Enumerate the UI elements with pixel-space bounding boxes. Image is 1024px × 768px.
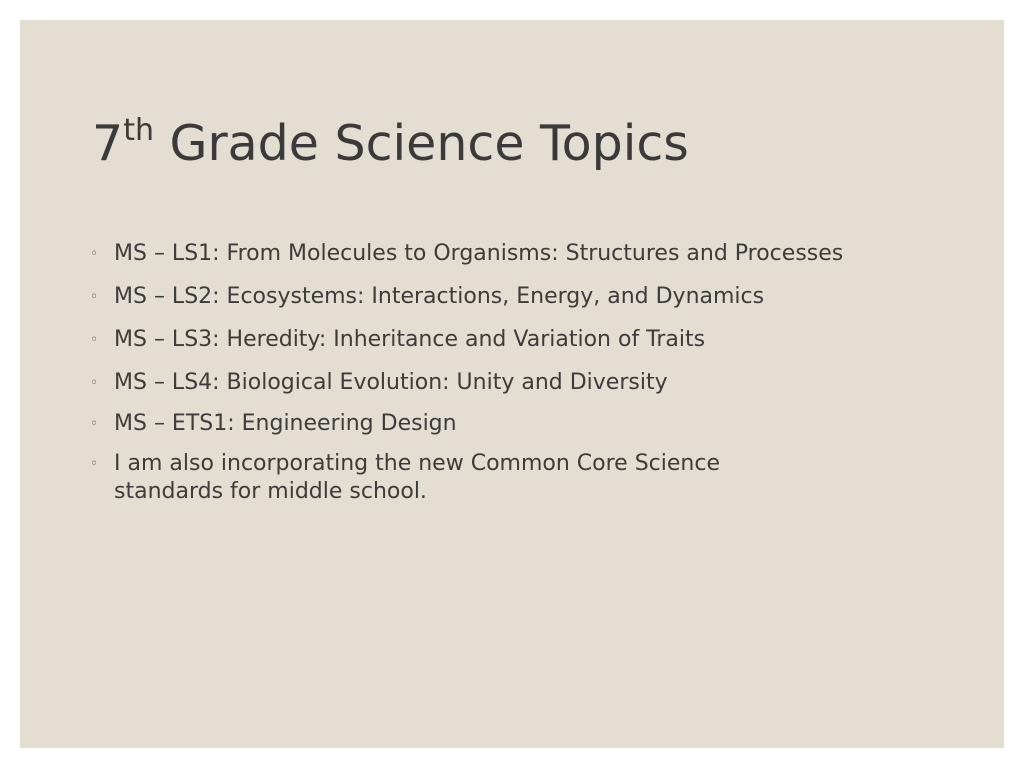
title-text: Grade Science Topics bbox=[153, 115, 689, 172]
bullet-text: MS – LS3: Heredity: Inheritance and Variation of Traits bbox=[114, 327, 706, 352]
bullet-marker-icon: ◦ bbox=[90, 332, 99, 348]
bullet-item bbox=[88, 450, 948, 506]
bullet-text: MS – LS2: Ecosystems: Interactions, Energy, and Dynamics bbox=[114, 284, 765, 309]
bullet-marker-icon: ◦ bbox=[90, 416, 99, 432]
bullet-text: MS – ETS1: Engineering Design bbox=[114, 411, 457, 436]
bullet-item bbox=[88, 240, 948, 268]
bullet-marker-icon: ◦ bbox=[90, 375, 99, 391]
title-superscript: th bbox=[123, 113, 154, 148]
bullet-item bbox=[88, 369, 948, 397]
bullet-marker-icon: ◦ bbox=[90, 246, 99, 262]
bullet-item bbox=[88, 283, 948, 311]
title-number: 7 bbox=[92, 115, 124, 172]
slide bbox=[20, 20, 1004, 748]
bullet-item bbox=[88, 410, 948, 438]
bullet-list bbox=[88, 240, 948, 506]
bullet-text: MS – LS1: From Molecules to Organisms: Structures and Processes bbox=[114, 241, 844, 266]
slide-title bbox=[92, 114, 689, 174]
bullet-text: MS – LS4: Biological Evolution: Unity and Diversity bbox=[114, 370, 668, 395]
bullet-marker-icon: ◦ bbox=[90, 456, 99, 472]
bullet-text: I am also incorporating the new Common Core Science standards for middle school. bbox=[114, 451, 720, 504]
bullet-item bbox=[88, 326, 948, 354]
bullet-marker-icon: ◦ bbox=[90, 289, 99, 305]
